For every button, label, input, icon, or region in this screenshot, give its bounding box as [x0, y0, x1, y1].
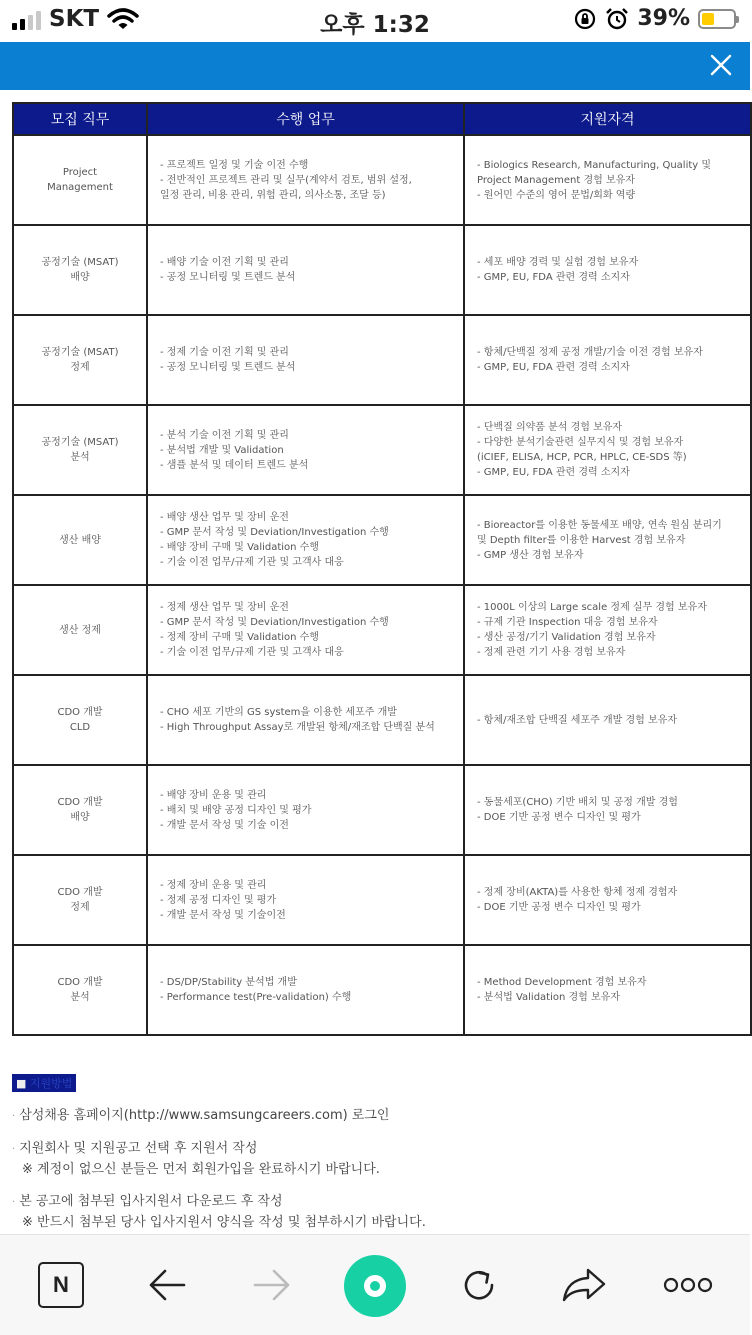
table-row	[13, 945, 751, 1035]
cell-line: 공정기술 (MSAT)	[41, 347, 119, 358]
battery-percent: 39%	[637, 6, 690, 31]
cell-line: - GMP, EU, FDA 관련 경력 소지자	[477, 467, 630, 478]
cell-line: - 정제 관련 기기 사용 경험 보유자	[477, 647, 626, 658]
table-row	[13, 855, 751, 945]
status-bar	[0, 0, 750, 42]
forward-arrow-icon[interactable]	[244, 1257, 300, 1313]
cell-line: - 정제 공정 디자인 및 평가	[160, 894, 277, 906]
cell-line: - 분석법 개발 및 Validation	[160, 444, 284, 456]
cell-line: 분석	[70, 992, 90, 1003]
apply-item	[12, 1106, 742, 1127]
cell-line: - High Throughput Assay로 개발된 항체/재조합 단백질 분석	[160, 722, 435, 733]
cell-line: - GMP 문서 작성 및 Deviation/Investigation 수행	[160, 617, 389, 628]
battery-level	[702, 13, 714, 25]
cell-line: - 항체/단백질 정제 공정 개발/기술 이전 경험 보유자	[477, 347, 703, 358]
battery-icon	[698, 9, 736, 29]
role-cell	[13, 675, 147, 765]
cell-line: 공정기술 (MSAT)	[41, 257, 119, 268]
qualifications-cell	[464, 765, 751, 855]
cell-line: 분석	[70, 452, 90, 463]
tasks-cell	[147, 855, 464, 945]
qualifications-cell	[464, 495, 751, 585]
header-role: 모집 직무	[13, 103, 147, 135]
cell-line: 생산 배양	[59, 534, 101, 546]
bullet-dot: ·	[12, 1144, 16, 1155]
carrier-name: SKT	[49, 6, 100, 32]
cell-line: - 동물세포(CHO) 기반 배치 및 공정 개발 경험	[477, 797, 678, 808]
table-row	[13, 405, 751, 495]
cell-line: Project	[62, 167, 98, 178]
table-row	[13, 315, 751, 405]
apply-item-note: ※ 반드시 첨부된 당사 입사지원서 양식을 작성 및 첨부하시기 바랍니다.	[22, 1215, 426, 1230]
cell-line: CDO 개발	[57, 797, 103, 808]
cell-line: - 규제 기관 Inspection 대응 경험 보유자	[477, 617, 658, 628]
cell-line: - CHO 세포 기반의 GS system을 이용한 세포주 개발	[160, 707, 397, 718]
cell-line: - 개발 문서 작성 및 기술 이전	[160, 819, 289, 831]
cell-line: - GMP 생산 경험 보유자	[477, 549, 584, 561]
apply-item-main	[12, 1192, 742, 1213]
home-circle-icon[interactable]	[344, 1255, 406, 1317]
cell-line: - DOE 기반 공정 변수 디자인 및 평가	[477, 902, 641, 913]
header-qualifications: 지원자격	[464, 103, 751, 135]
cell-line: - DOE 기반 공정 변수 디자인 및 평가	[477, 812, 641, 823]
cell-line: CLD	[69, 722, 91, 733]
cell-line: 배양	[70, 272, 90, 283]
cell-line: - 정제 장비(AKTA)를 사용한 항체 정제 경험자	[477, 887, 678, 898]
cell-line: 및 Depth filter를 이용한 Harvest 경험 보유자	[477, 534, 686, 546]
cell-line: - 분석 기술 이전 기획 및 관리	[160, 429, 289, 441]
cell-line: - 배양 생산 업무 및 장비 운전	[160, 512, 289, 523]
home-inner-ring	[364, 1275, 386, 1297]
role-cell	[13, 405, 147, 495]
apply-item-main	[12, 1139, 742, 1160]
cell-line: - 기술 이전 업무/규제 기관 및 고객사 대응	[160, 557, 344, 568]
qualifications-cell	[464, 945, 751, 1035]
table-header-row	[13, 103, 751, 135]
tasks-cell	[147, 315, 464, 405]
cell-line: - 정제 기술 이전 기획 및 관리	[160, 347, 289, 358]
cell-line: 일정 관리, 비용 관리, 위험 관리, 의사소통, 조달 등)	[160, 189, 386, 201]
cell-line: - 개발 문서 작성 및 기술이전	[160, 909, 286, 921]
tasks-cell	[147, 495, 464, 585]
cell-line: - 항체/재조합 단백질 세포주 개발 경험 보유자	[477, 714, 677, 726]
share-icon[interactable]	[556, 1257, 612, 1313]
cell-line: 정제	[70, 362, 90, 373]
cell-line: - 다양한 분석기술관련 실무지식 및 경험 보유자	[477, 437, 684, 448]
status-time: 오후 1:32	[320, 12, 430, 38]
cell-line: - 배양 기술 이전 기획 및 관리	[160, 257, 289, 268]
cell-line: - 원어민 수준의 영어 문법/회화 역량	[477, 189, 636, 201]
qualifications-cell	[464, 315, 751, 405]
cell-line: - 정제 생산 업무 및 장비 운전	[160, 602, 289, 613]
cell-line: 생산 정제	[59, 624, 101, 636]
status-right	[573, 6, 736, 31]
more-icon[interactable]	[660, 1257, 716, 1313]
role-cell	[13, 225, 147, 315]
apply-item-text: 지원회사 및 지원공고 선택 후 지원서 작성	[19, 1141, 258, 1156]
qualifications-cell	[464, 855, 751, 945]
role-cell	[13, 765, 147, 855]
cell-line: - 배양 장비 운용 및 관리	[160, 789, 267, 801]
cell-line: - 전반적인 프로젝트 관리 및 실무(계약서 검토, 범위 설정,	[160, 174, 412, 186]
refresh-icon[interactable]	[451, 1257, 507, 1313]
qualifications-cell	[464, 225, 751, 315]
bullet-dot: ·	[12, 1111, 16, 1122]
bullet-dot: ·	[12, 1197, 16, 1208]
cell-line: CDO 개발	[57, 707, 103, 718]
cell-line: - 공정 모니터링 및 트렌드 분석	[160, 362, 296, 373]
qualifications-cell	[464, 405, 751, 495]
role-cell	[13, 945, 147, 1035]
apply-item-text: 본 공고에 첨부된 입사지원서 다운로드 후 작성	[19, 1194, 283, 1209]
apply-item	[12, 1139, 742, 1180]
cell-line: - GMP, EU, FDA 관련 경력 소지자	[477, 362, 630, 373]
qualifications-cell	[464, 585, 751, 675]
header-tasks: 수행 업무	[147, 103, 464, 135]
tasks-cell	[147, 225, 464, 315]
cell-line: CDO 개발	[57, 977, 103, 988]
cell-line: 정제	[70, 902, 90, 913]
role-cell	[13, 855, 147, 945]
table-row	[13, 765, 751, 855]
back-arrow-icon[interactable]	[139, 1257, 195, 1313]
role-cell	[13, 585, 147, 675]
role-cell	[13, 315, 147, 405]
table-row	[13, 135, 751, 225]
page-content[interactable]	[0, 90, 750, 1234]
job-table	[12, 102, 752, 1036]
cell-line: - GMP 문서 작성 및 Deviation/Investigation 수행	[160, 527, 389, 538]
cell-line: - Bioreactor를 이용한 동물세포 배양, 연속 원심 분리기	[477, 519, 722, 531]
cell-line: - 단백질 의약품 분석 경험 보유자	[477, 422, 623, 433]
cell-line: - DS/DP/Stability 분석법 개발	[160, 977, 297, 988]
table-row	[13, 585, 751, 675]
table-row	[13, 495, 751, 585]
apply-item-note: ※ 계정이 없으신 분들은 먼저 회원가입을 완료하시기 바랍니다.	[22, 1162, 380, 1177]
n-icon[interactable]: N	[38, 1262, 84, 1308]
cell-line: - 정제 장비 운용 및 관리	[160, 879, 267, 891]
cell-line: - 배치 및 배양 공정 디자인 및 평가	[160, 804, 312, 816]
qualifications-cell	[464, 675, 751, 765]
cell-line: - Biologics Research, Manufacturing, Quality 및	[477, 159, 712, 171]
cell-line: - 정제 장비 구매 및 Validation 수행	[160, 632, 320, 643]
cell-line: - 기술 이전 업무/규제 기관 및 고객사 대응	[160, 647, 344, 658]
role-cell	[13, 135, 147, 225]
table-row	[13, 225, 751, 315]
apply-list	[12, 1106, 742, 1253]
cell-line: Management	[47, 182, 113, 193]
tasks-cell	[147, 675, 464, 765]
table-body	[13, 135, 751, 1035]
cell-line: CDO 개발	[57, 887, 103, 898]
alarm-icon	[605, 7, 629, 31]
app-bar	[0, 42, 750, 90]
cell-line: (iCIEF, ELISA, HCP, PCR, HPLC, CE-SDS 等)	[477, 452, 687, 463]
qualifications-cell	[464, 135, 751, 225]
tasks-cell	[147, 135, 464, 225]
tasks-cell	[147, 945, 464, 1035]
table-row	[13, 675, 751, 765]
tasks-cell	[147, 405, 464, 495]
cell-line: - 세포 배양 경력 및 실험 경험 보유자	[477, 257, 639, 268]
tasks-cell	[147, 765, 464, 855]
close-icon[interactable]	[706, 50, 736, 80]
apply-heading: ■ 지원방법	[12, 1074, 76, 1092]
rotation-lock-icon	[573, 7, 597, 31]
cell-line: - GMP, EU, FDA 관련 경력 소지자	[477, 272, 630, 283]
cell-line: - 공정 모니터링 및 트렌드 분석	[160, 272, 296, 283]
apply-item-text: 삼성채용 홈페이지(http://www.samsungcareers.com) 로그인	[19, 1108, 390, 1123]
role-cell	[13, 495, 147, 585]
tasks-cell	[147, 585, 464, 675]
cell-line: - 배양 장비 구매 및 Validation 수행	[160, 542, 320, 553]
cell-line: - 1000L 이상의 Large scale 정제 실무 경험 보유자	[477, 602, 707, 613]
cell-line: - 샘플 분석 및 데이터 트렌드 분석	[160, 459, 309, 471]
cell-line: 배양	[70, 812, 90, 823]
cell-line: - Method Development 경험 보유자	[477, 977, 647, 988]
cell-line: - 분석법 Validation 경험 보유자	[477, 992, 620, 1003]
cell-line: - 프로젝트 일정 및 기술 이전 수행	[160, 159, 309, 171]
bottom-toolbar	[0, 1234, 750, 1335]
cell-line: 공정기술 (MSAT)	[41, 437, 119, 448]
cell-line: - Performance test(Pre-validation) 수행	[160, 992, 352, 1003]
cell-line: Project Management 경험 보유자	[477, 174, 635, 186]
apply-item-main	[12, 1106, 742, 1127]
apply-heading-text: 지원방법	[29, 1077, 73, 1090]
cell-line: - 생산 공정/기기 Validation 경험 보유자	[477, 632, 656, 643]
